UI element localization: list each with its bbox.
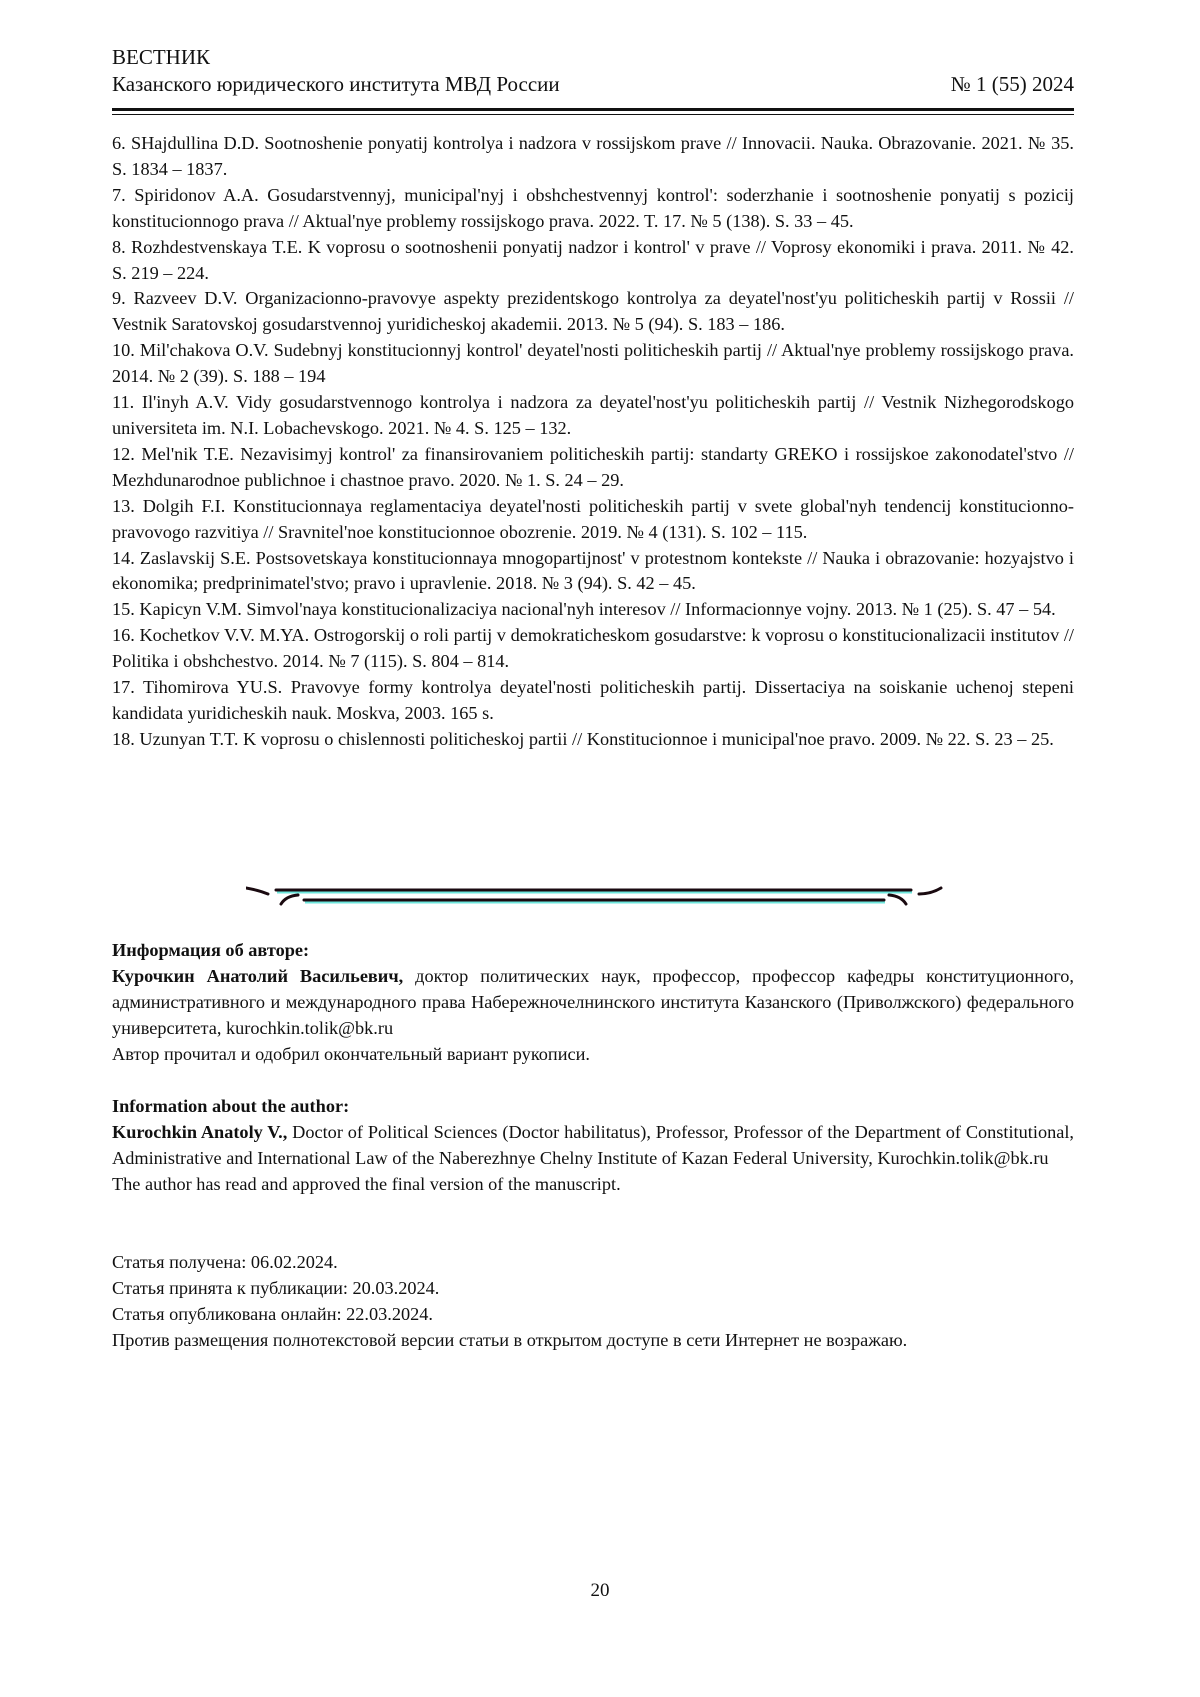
author-name-en: Kurochkin Anatoly V., — [112, 1121, 288, 1142]
journal-title: ВЕСТНИК — [112, 45, 211, 69]
header-rule — [112, 108, 1074, 115]
reference-item: 6. SHajdullina D.D. Sootnoshenie ponyatij kontrolya i nadzora v rossijskom prave // Innovacii. Nauka. Obrazovanie. 2021. № 35. S. 1834 – 1837. — [112, 133, 1074, 179]
author-info-en — [112, 1094, 1074, 1198]
author-heading-ru: Информация об авторе: — [112, 940, 310, 960]
reference-item: 15. Kapicyn V.M. Simvol'naya konstitucionalizaciya nacional'nyh interesov // Informacionnye vojny. 2013. № 1 (25). S. 47 – 54. — [112, 599, 1056, 620]
article-dates — [112, 1250, 1074, 1354]
date-published: Статья опубликована онлайн: 22.03.2024. — [112, 1303, 433, 1324]
reference-item: 14. Zaslavskij S.E. Postsovetskaya konstitucionnaya mnogopartijnost' v protestnom kontekste // Nauka i obrazovanie: hozyajstvo i ekonomika; predprinimatel'stvo; pravo i upravlenie. 2018. № 3 (94). S. 42 – 45. — [112, 547, 1074, 594]
reference-item: 13. Dolgih F.I. Konstitucionnaya reglamentaciya deyatel'nosti politicheskih partij v svete global'nyh tendencij konstitucionno-pravovogo razvitiya // Sravnitel'noe konstitucionnoe obozrenie. 2019. № 4 (131). S. 102 – 115. — [112, 495, 1074, 542]
running-header — [112, 44, 1074, 98]
author-details-ru: доктор политических наук, профессор, профессор кафедры конституционного, административного и международного права Набережночелнинского института Казанского (Приволжского) федерального университета, kurochkin.tolik@bk.ru — [112, 965, 1074, 1038]
journal-subtitle: Казанского юридического института МВД России — [112, 72, 560, 96]
reference-item: 18. Uzunyan T.T. K voprosu o chislennosti politicheskoj partii // Konstitucionnoe i municipal'noe pravo. 2009. № 22. S. 23 – 25. — [112, 728, 1054, 749]
reference-item: 16. Kochetkov V.V. M.YA. Ostrogorskij o roli partij v demokraticheskom gosudarstve: k voprosu o konstitucionalizacii institutov // Politika i obshchestvo. 2014. № 7 (115). S. 804 – 814. — [112, 625, 1074, 672]
author-info-ru — [112, 938, 1074, 1068]
author-approval-ru: Автор прочитал и одобрил окончательный вариант рукописи. — [112, 1043, 590, 1064]
open-access-consent: Против размещения полнотекстовой версии статьи в открытом доступе в сети Интернет не возражаю. — [112, 1329, 908, 1350]
decorative-divider — [246, 880, 946, 910]
reference-item: 12. Mel'nik T.E. Nezavisimyj kontrol' za finansirovaniem politicheskih partij: standarty GREKO i rossijskoe zakonodatel'stvo // Mezhdunarodnoe publichnoe i chastnoe pravo. 2020. № 1. S. 24 – 29. — [112, 443, 1074, 490]
reference-item: 7. Spiridonov A.A. Gosudarstvennyj, municipal'nyj i obshchestvennyj kontrol': soderzhanie i sootnoshenie ponyatij s pozicij konstitucionnogo prava // Aktual'nye problemy rossijskogo prava. 2022. T. 17. № 5 (138). S. 33 – 45. — [112, 184, 1074, 231]
author-heading-en: Information about the author: — [112, 1096, 350, 1116]
author-name-ru: Курочкин Анатолий Васильевич, — [112, 965, 404, 986]
reference-item: 9. Razveev D.V. Organizacionno-pravovye aspekty prezidentskogo kontrolya za deyatel'nost'yu politicheskih partij v Rossii // Vestnik Saratovskoj gosudarstvennoj yuridicheskoj akademii. 2013. № 5 (94). S. 183 – 186. — [112, 288, 1074, 335]
author-approval-en: The author has read and approved the final version of the manuscript. — [112, 1173, 621, 1194]
reference-list — [112, 131, 1074, 753]
author-details-en: Doctor of Political Sciences (Doctor habilitatus), Professor, Professor of the Department of Constitutional, Administrative and International Law of the Naberezhnye Chelny Institute of Kazan Federal University, Kurochkin.tolik@bk.ru — [112, 1121, 1074, 1168]
page-number: 20 — [590, 1580, 610, 1601]
reference-item: 17. Tihomirova YU.S. Pravovye formy kontrolya deyatel'nosti politicheskih partij. Dissertaciya na soiskanie uchenoj stepeni kandidata yuridicheskih nauk. Moskva, 2003. 165 s. — [112, 677, 1074, 723]
issue-number: № 1 (55) 2024 — [950, 72, 1074, 96]
reference-item: 8. Rozhdestvenskaya T.E. K voprosu o sootnoshenii ponyatij nadzor i kontrol' v prave // Voprosy ekonomiki i prava. 2011. № 42. S. 219 – 224. — [112, 236, 1074, 283]
reference-item: 11. Il'inyh A.V. Vidy gosudarstvennogo kontrolya i nadzora za deyatel'nost'yu politicheskih partij // Vestnik Nizhegorodskogo universiteta im. N.I. Lobachevskogo. 2021. № 4. S. 125 – 132. — [112, 392, 1074, 438]
reference-item: 10. Mil'chakova O.V. Sudebnyj konstitucionnyj kontrol' deyatel'nosti politicheskih partij // Aktual'nye problemy rossijskogo prava. 2014. № 2 (39). S. 188 – 194 — [112, 340, 1074, 387]
date-received: Статья получена: 06.02.2024. — [112, 1252, 338, 1272]
date-accepted: Статья принята к публикации: 20.03.2024. — [112, 1277, 440, 1298]
